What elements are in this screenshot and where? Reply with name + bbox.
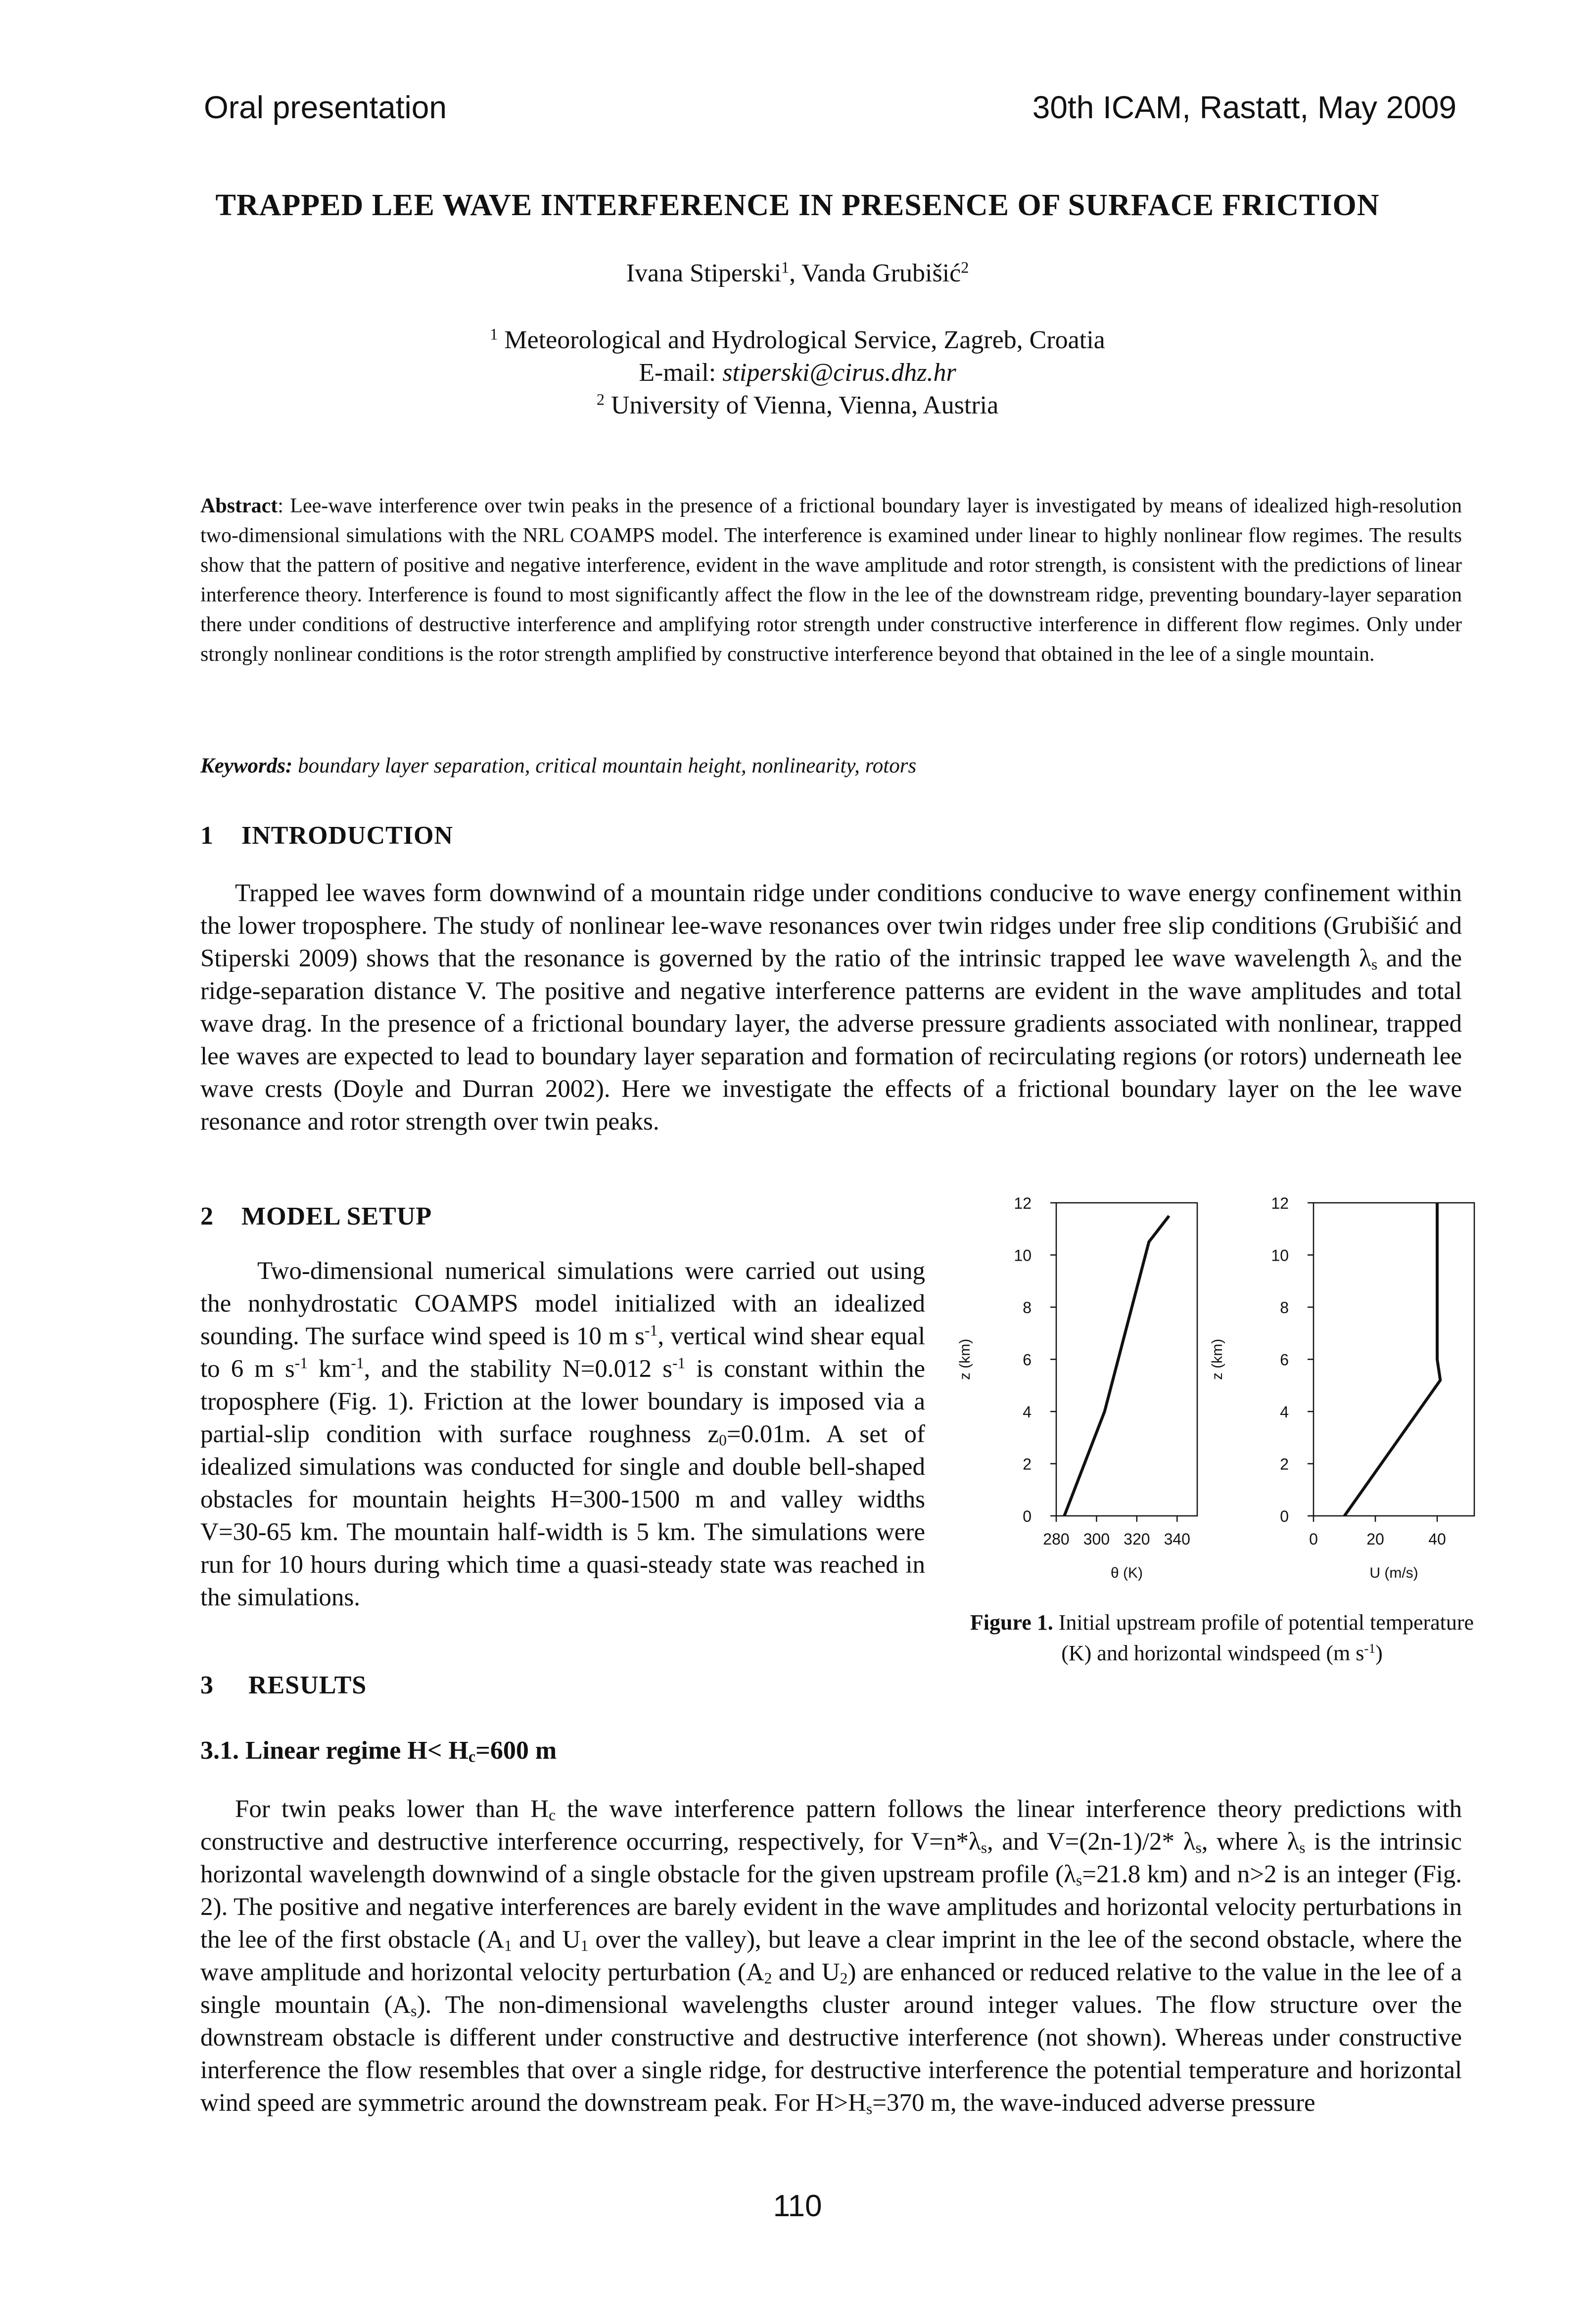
res-b: the wave interference pattern follows the linear interference theory predictions with constructive and destructive interference occurring, respectively, for V=n* (200, 1795, 1462, 1856)
res-e: is the intrinsic horizontal wavelength downwind of a single obstacle for the given upstream profile ( (200, 1828, 1462, 1888)
sub31-suffix: =600 m (475, 1736, 557, 1765)
profile-line (1064, 1216, 1169, 1516)
section-3-num: 3 (200, 1671, 214, 1699)
y-tick-label: 8 (1280, 1299, 1289, 1317)
res-sub-s3: s (1299, 1839, 1306, 1857)
author-1-sup: 1 (781, 258, 790, 276)
author-2-sup: 2 (961, 258, 969, 276)
intro-text-2: and the ridge-separation distance V. The positive and negative interference patterns are evident in the wave amplitudes and total wave drag. In the presence of a frictional boundary layer, the adverse pressure gradients associated with nonlinear, trapped lee waves are expected to lead to boundary layer separation and formation of recirculating regions (or rotors) underneath lee wave crests (Doyle and Durran 2002). Here we investigate the effects of a frictional boundary layer on the lee wave resonance and rotor strength over twin peaks. (200, 945, 1462, 1136)
setup-text-6: =0.01m. A set of idealized simulations was conducted for single and double bell-shaped obstacles for mountain heights H=300-1500 m and valley widths V=30-65 km. The mountain half-width is 5 km. The simulations were run for 10 hours during which time a quasi-steady state was reached in the simulations. (200, 1420, 925, 1611)
x-axis-label: U (m/s) (1369, 1565, 1418, 1581)
abstract (200, 491, 1462, 669)
res-d: , where (1201, 1828, 1287, 1856)
sup-a: -1 (644, 1321, 658, 1339)
y-tick-label: 4 (1023, 1403, 1032, 1421)
email-line (0, 357, 1595, 389)
keywords-label: Keywords: (200, 754, 293, 777)
section-2-num: 2 (200, 1202, 214, 1230)
keywords (200, 754, 916, 778)
aff1-text: Meteorological and Hydrological Service, Zagreb, Croatia (504, 326, 1105, 354)
y-tick-label: 12 (1271, 1194, 1289, 1212)
sub31-sub: c (468, 1747, 476, 1766)
x-tick-label: 40 (1428, 1530, 1446, 1548)
res-sub-s1: s (981, 1839, 987, 1857)
res-sub-s4: s (1076, 1871, 1082, 1889)
res-g: and U (512, 1926, 581, 1954)
page-number: 110 (773, 2189, 822, 2223)
section-1-num: 1 (200, 821, 214, 850)
res-sub-1a: 1 (504, 1937, 512, 1955)
res-sub-2a: 2 (764, 1969, 772, 1987)
x-tick-label: 0 (1309, 1530, 1318, 1548)
abstract-label: Abstract (200, 495, 278, 517)
res-sub-2b: 2 (840, 1969, 848, 1987)
email-label: E-mail: (639, 359, 723, 387)
section-1-paragraph (200, 877, 1462, 1138)
aff2-sup: 2 (596, 390, 605, 409)
affiliation-2 (0, 389, 1595, 422)
sup-d: -1 (672, 1354, 686, 1372)
affiliations (0, 324, 1595, 422)
res-sub-1b: 1 (580, 1937, 589, 1955)
subsection-3-1-heading (200, 1736, 557, 1765)
paper-title: TRAPPED LEE WAVE INTERFERENCE IN PRESENCE OF SURFACE FRICTION (215, 188, 1380, 222)
y-tick-label: 12 (1014, 1194, 1032, 1212)
caption-text-2: ) (1375, 1641, 1383, 1665)
plot-frame (1056, 1203, 1197, 1516)
section-3-heading (200, 1671, 367, 1700)
y-tick-label: 6 (1023, 1351, 1032, 1369)
lambda-sub: s (1371, 956, 1378, 973)
header-right: 30th ICAM, Rastatt, May 2009 (1032, 90, 1456, 125)
x-axis-label: θ (K) (1110, 1565, 1143, 1581)
sub31-prefix: 3.1. Linear regime H< H (200, 1736, 469, 1765)
y-axis-label: z (km) (957, 1338, 973, 1380)
x-tick-label: 320 (1124, 1530, 1150, 1548)
setup-text-3: km (308, 1355, 351, 1383)
authors (0, 257, 1595, 290)
setup-text-1: Two-dimensional numerical simulations were carried out using the nonhydrostatic COAMPS model initialized with an idealized sounding. The surface wind speed is 10 m s (200, 1257, 925, 1350)
res-lambda-4: λ (1064, 1861, 1076, 1888)
setup-text-5: is constant within the troposphere (Fig. 1). Friction at the lower boundary is imposed via a partial-slip condition with surface roughness z (200, 1355, 926, 1448)
setup-text-4: , and the stability N=0.012 s (364, 1355, 672, 1383)
res-a: For twin peaks lower than H (235, 1795, 549, 1823)
section-2-paragraph (200, 1255, 925, 1614)
caption-label: Figure 1. (970, 1610, 1053, 1635)
sup-c: -1 (351, 1354, 364, 1372)
lambda-symbol: λ (1359, 945, 1371, 972)
res-h: over the valley), but leave a clear imprint in the lee of the second obstacle, where the wave amplitude and horizontal velocity perturbation (A (200, 1926, 1462, 1986)
section-2-title: MODEL SETUP (241, 1202, 432, 1230)
res-j: ) are enhanced or reduced relative to the value in the lee of a single mountain (A (200, 1959, 1462, 2019)
email-address: stiperski@cirus.dhz.hr (722, 359, 956, 387)
setup-text-2: , vertical wind shear equal to 6 m s (200, 1322, 925, 1383)
abstract-text: : Lee-wave interference over twin peaks in the presence of a frictional boundary layer is investigated by means of idealized high-resolution two-dimensional simulations with the NRL COAMPS model. The interference is examined under linear to highly nonlinear flow regimes. The results show that the pattern of positive and negative interference, evident in the wave amplitude and rotor strength, is consistent with the predictions of linear interference theory. Interference is found to most significantly affect the flow in the lee of the downstream ridge, preventing boundary-layer separation there under conditions of destructive interference and amplifying rotor strength under constructive interference in different flow regimes. Only under strongly nonlinear conditions is the rotor strength amplified by constructive interference beyond that obtained in the lee of a single mountain. (200, 495, 1462, 666)
res-lambda-2: λ (1183, 1828, 1196, 1856)
y-tick-label: 10 (1014, 1246, 1032, 1265)
affiliation-1 (0, 324, 1595, 357)
section-1-heading (200, 821, 453, 850)
caption-text-1: Initial upstream profile of potential temperature (K) and horizontal windspeed (m s (1053, 1610, 1474, 1665)
sub-z0: 0 (719, 1431, 727, 1449)
y-tick-label: 8 (1023, 1299, 1032, 1317)
section-2-heading (200, 1202, 432, 1231)
aff1-sup: 1 (490, 325, 498, 343)
x-tick-label: 20 (1366, 1530, 1384, 1548)
res-sub-c: c (549, 1806, 556, 1824)
sup-b: -1 (294, 1354, 308, 1372)
figure-1-caption (955, 1607, 1489, 1669)
y-tick-label: 0 (1280, 1507, 1289, 1525)
y-tick-label: 4 (1280, 1403, 1289, 1421)
keywords-text: boundary layer separation, critical mountain height, nonlinearity, rotors (298, 754, 917, 777)
res-i: and U (772, 1959, 840, 1986)
author-sep: , (789, 259, 802, 287)
y-tick-label: 6 (1280, 1351, 1289, 1369)
wind-profile-panel (1209, 1194, 1474, 1581)
res-lambda-1: λ (968, 1828, 981, 1856)
y-tick-label: 10 (1271, 1246, 1289, 1265)
x-tick-label: 300 (1083, 1530, 1110, 1548)
y-tick-label: 2 (1023, 1455, 1032, 1473)
y-tick-label: 0 (1023, 1507, 1032, 1525)
res-f: =21.8 km) and n>2 is an integer (Fig. 2). The positive and negative interferences are barely evident in the wave amplitudes and horizontal velocity perturbations in the lee of the first obstacle (A (200, 1861, 1462, 1954)
res-l: =370 m, the wave-induced adverse pressure (872, 2089, 1315, 2117)
res-sub-s2: s (1195, 1839, 1202, 1857)
res-sub-s6: s (866, 2100, 873, 2118)
res-c: , and V=(2n-1)/2* (987, 1828, 1183, 1856)
res-sub-s5: s (411, 2002, 417, 2020)
aff2-text: University of Vienna, Vienna, Austria (610, 391, 999, 419)
caption-sup: -1 (1364, 1641, 1376, 1656)
section-1-title: INTRODUCTION (241, 821, 454, 850)
profile-line (1345, 1203, 1441, 1516)
figure-1 (955, 1187, 1489, 1602)
x-tick-label: 340 (1164, 1530, 1190, 1548)
res-lambda-3: λ (1287, 1828, 1300, 1856)
section-3-1-paragraph (200, 1793, 1462, 2119)
plot-frame (1314, 1203, 1474, 1516)
y-tick-label: 2 (1280, 1455, 1289, 1473)
x-tick-label: 280 (1043, 1530, 1070, 1548)
intro-text-1: Trapped lee waves form downwind of a mountain ridge under conditions conducive to wave energy confinement within the lower troposphere. The study of nonlinear lee-wave resonances over twin ridges under free slip conditions (Grubišić and Stiperski 2009) shows that the resonance is governed by the ratio of the intrinsic trapped lee wave wavelength (200, 879, 1462, 972)
section-3-title: RESULTS (248, 1671, 367, 1699)
res-k: ). The non-dimensional wavelengths cluster around integer values. The flow structure over the downstream obstacle is different under constructive and destructive interference (not shown). Whereas under constructive interference the flow resembles that over a single ridge, for destructive interference the potential temperature and horizontal wind speed are symmetric around the downstream peak. For H>H (200, 1991, 1462, 2117)
author-2: Vanda Grubišić (801, 259, 961, 287)
theta-profile-panel (957, 1194, 1197, 1581)
y-axis-label: z (km) (1209, 1338, 1225, 1380)
author-1: Ivana Stiperski (626, 259, 782, 287)
header-left: Oral presentation (204, 90, 447, 125)
